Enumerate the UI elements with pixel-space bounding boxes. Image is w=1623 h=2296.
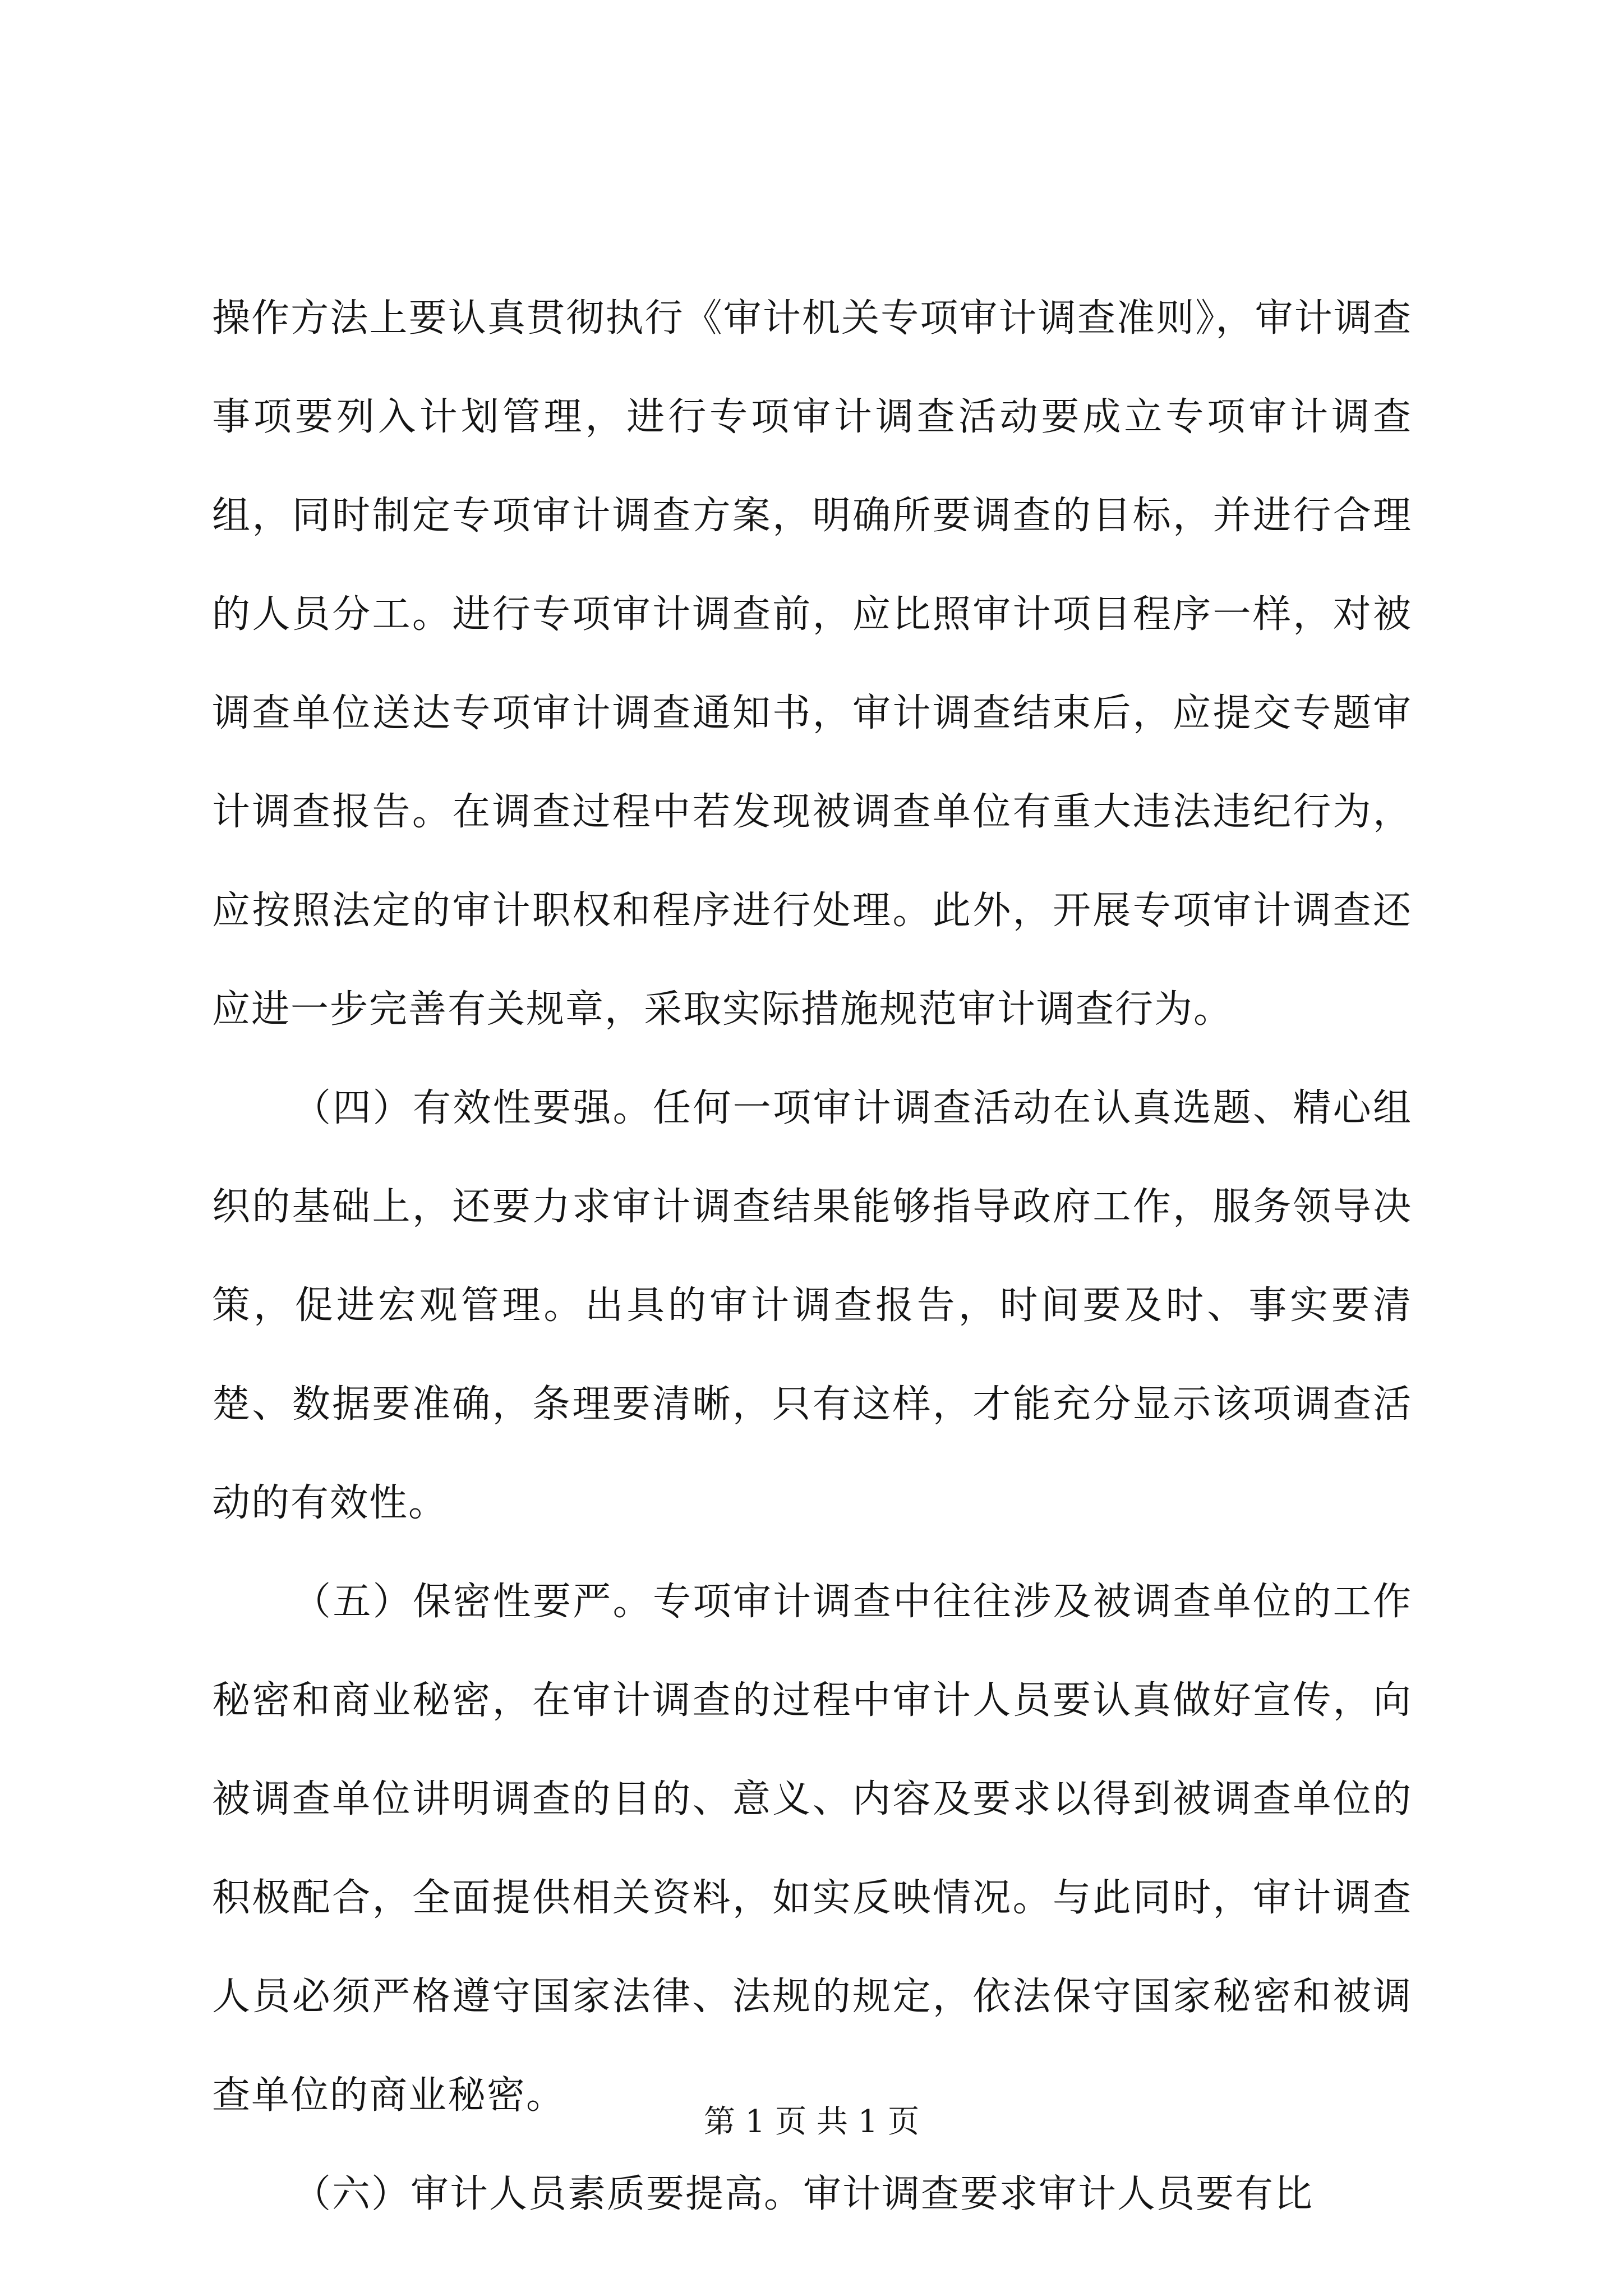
paragraph-operation-methods: 操作方法上要认真贯彻执行《审计机关专项审计调查准则》，审计调查事项要列入计划管理，进行专项审计调查活动要成立专项审计调查组，同时制定专项审计调查方案，明确所要调查的目标，并进行合理的人员分工。进行专项审计调查前，应比照审计项目程序一样，对被调查单位送达专项审计调查通知书，审计调查结束后，应提交专题审计调查报告。在调查过程中若发现被调查单位有重大违法违纪行为，应按照法定的审计职权和程序进行处理。此外，开展专项审计调查还应进一步完善有关规章，采取实际措施规范审计调查行为。 bbox=[212, 296, 1412, 1032]
page-footer: 第 1 页 共 1 页 bbox=[703, 2104, 920, 2140]
paragraph-confidentiality: （五）保密性要严。专项审计调查中往往涉及被调查单位的工作秘密和商业秘密，在审计调查的过程中审计人员要认真做好宣传，向被调查单位讲明调查的目的、意义、内容及要求以得到被调查单位的积极配合，全面提供相关资料，如实反映情况。与此同时，审计调查人员必须严格遵守国家法律、法规的规定，依法保守国家秘密和被调查单位的商业秘密。 bbox=[212, 1580, 1412, 2118]
paragraph-auditor-quality: （六）审计人员素质要提高。审计调查要求审计人员要有比 bbox=[293, 2172, 1314, 2216]
paragraph-effectiveness: （四）有效性要强。任何一项审计调查活动在认真选题、精心组织的基础上，还要力求审计调查结果能够指导政府工作，服务领导决策，促进宏观管理。出具的审计调查报告，时间要及时、事实要清楚、数据要准确，条理要清晰，只有这样，才能充分显示该项调查活动的有效性。 bbox=[212, 1086, 1412, 1525]
document-body bbox=[212, 269, 1412, 2244]
